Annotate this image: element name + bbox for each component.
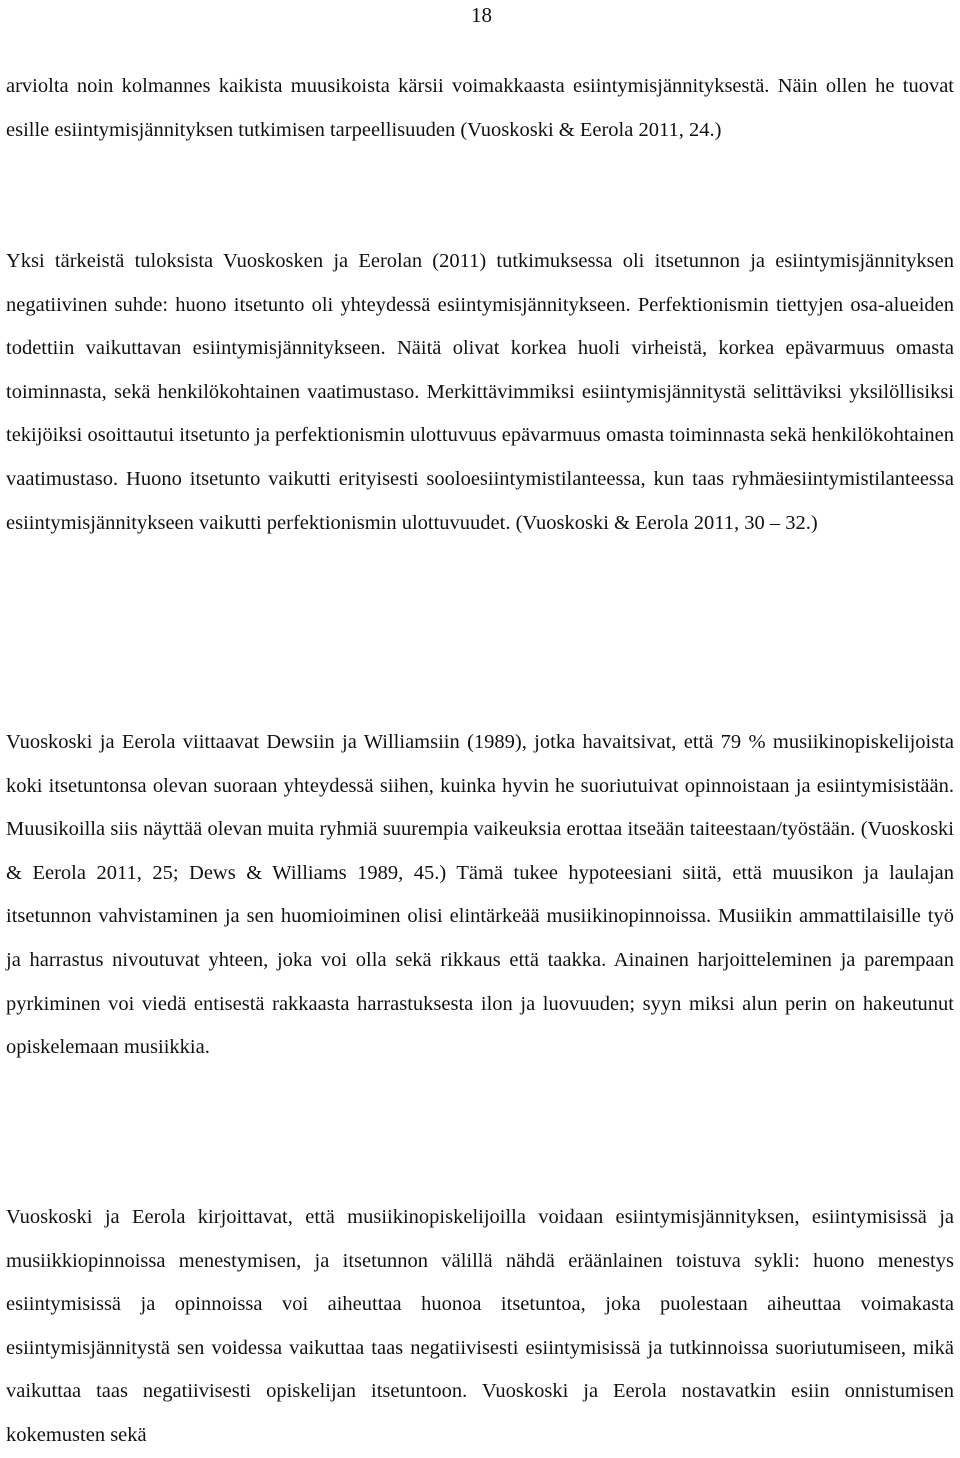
paragraph: Vuoskoski ja Eerola kirjoittavat, että musiikinopiskelijoilla voidaan esiintymisjännityksen, esiintymisissä ja musiikkiopinnoissa menestymisen, ja itsetunnon välillä nähdä eräänlainen toistuva sykli: huono menestys esiintymisissä ja opinnoissa voi aiheuttaa huonoa itsetuntoa, joka puolestaan aiheuttaa voimakasta esiintymisjännitystä sen voidessa vaikuttaa taas negatiivisesti esiintymisissä ja tutkinnoissa suoriutumiseen, mikä vaikuttaa taas negatiivisesti opiskelijan itsetuntoon. Vuoskoski ja Eerola nostavatkin esiin onnistumisen kokemusten sekä [6,1206,954,1446]
page-number: 18 [471,3,492,27]
paragraph: Yksi tärkeistä tuloksista Vuoskosken ja Eerolan (2011) tutkimuksessa oli itsetunnon ja esiintymisjännityksen negatiivinen suhde: huono itsetunto oli yhteydessä esiintymisjännitykseen. Perfektionismin tiettyjen osa-alueiden todettiin vaikuttavan esiintymisjännitykseen. Näitä olivat korkea huoli virheistä, korkea epävarmuus omasta toiminnasta, sekä henkilökohtainen vaatimustaso. Merkittävimmiksi esiintymisjännitystä selittäviksi yksilöllisiksi tekijöiksi osoittautui itsetunto ja perfektionismin ulottuvuus epävarmuus omasta toiminnasta sekä henkilökohtainen vaatimustaso. Huono itsetunto vaikutti erityisesti sooloesiintymistilanteessa, kun taas ryhmäesiintymistilanteessa esiintymisjännitykseen vaikutti perfektionismin ulottuvuudet. (Vuoskoski & Eerola 2011, 30 – 32.) [6,250,954,534]
paragraph: Vuoskoski ja Eerola viittaavat Dewsiin ja Williamsiin (1989), jotka havaitsivat, että 79 % musiikinopiskelijoista koki itsetuntonsa olevan suoraan yhteydessä siihen, kuinka hyvin he suoriutuivat opinnoistaan ja esiintymisistään. Muusikoilla siis näyttää olevan muita ryhmiä suurempia vaikeuksia erottaa itseään taiteestaan/työstään. (Vuoskoski & Eerola 2011, 25; Dews & Williams 1989, 45.) Tämä tukee hypoteesiani siitä, että muusikon ja laulajan itsetunnon vahvistaminen ja sen huomioiminen olisi elintärkeää musiikinopinnoissa. Musiikin ammattilaisille työ ja harrastus nivoutuvat yhteen, joka voi olla sekä rikkaus että taakka. Ainainen harjoitteleminen ja parempaan pyrkiminen voi viedä entisestä rakkaasta harrastuksesta ilon ja luovuuden; syyn miksi alun perin on hakeutunut opiskelemaan musiikkia. [6,731,954,1059]
paragraph: arviolta noin kolmannes kaikista muusikoista kärsii voimakkaasta esiintymisjännityksestä. Näin ollen he tuovat esille esiintymisjännityksen tutkimisen tarpeellisuuden (Vuoskoski & Eerola 2011, 24.) [6,75,954,141]
